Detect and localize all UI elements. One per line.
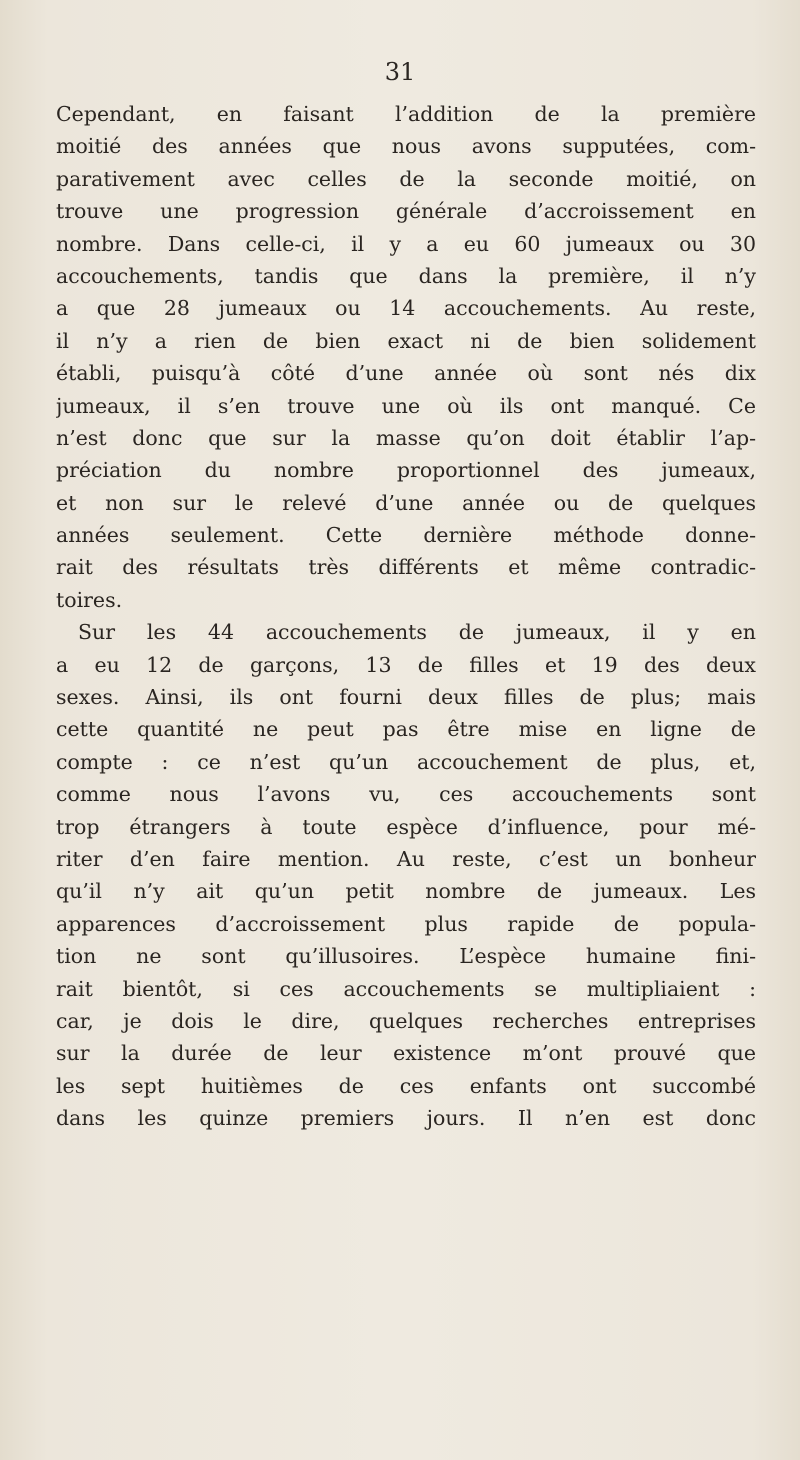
text-line: et non sur le relevé d’une année ou de quelques bbox=[56, 490, 756, 515]
text-line: accouchements, tandis que dans la première, il n’y bbox=[56, 263, 756, 288]
text-line: nombre. Dans celle-ci, il y a eu 60 jumeaux ou 30 bbox=[56, 231, 756, 256]
text-line: a eu 12 de garçons, 13 de filles et 19 des deux bbox=[56, 652, 756, 677]
text-line: comme nous l’avons vu, ces accouchements sont bbox=[56, 782, 756, 807]
text-line: car, je dois le dire, quelques recherches entreprises bbox=[56, 1008, 756, 1033]
text-line: les sept huitièmes de ces enfants ont succombé bbox=[56, 1073, 756, 1098]
text-line: préciation du nombre proportionnel des jumeaux, bbox=[56, 458, 756, 483]
text-line: toires. bbox=[56, 587, 123, 612]
body-text bbox=[56, 98, 756, 1135]
text-line: tion ne sont qu’illusoires. L’espèce humaine fini- bbox=[56, 944, 756, 969]
text-line: compte : ce n’est qu’un accouchement de plus, et, bbox=[56, 749, 756, 774]
text-line: qu’il n’y ait qu’un petit nombre de jumeaux. Les bbox=[56, 879, 756, 904]
text-line: établi, puisqu’à côté d’une année où sont nés dix bbox=[56, 361, 756, 386]
text-line: jumeaux, il s’en trouve une où ils ont manqué. Ce bbox=[56, 393, 756, 418]
text-line: rait des résultats très différents et même contradic- bbox=[56, 555, 756, 580]
text-line: riter d’en faire mention. Au reste, c’est un bonheur bbox=[56, 846, 756, 871]
text-line: trop étrangers à toute espèce d’influence, pour mé- bbox=[56, 814, 756, 839]
text-line: cette quantité ne peut pas être mise en ligne de bbox=[56, 717, 756, 742]
text-line: n’est donc que sur la masse qu’on doit établir l’ap- bbox=[56, 425, 756, 450]
text-line: rait bientôt, si ces accouchements se multipliaient : bbox=[56, 976, 756, 1001]
text-line: trouve une progression générale d’accroissement en bbox=[56, 199, 756, 224]
text-line: sexes. Ainsi, ils ont fourni deux filles de plus; mais bbox=[56, 685, 756, 710]
text-line: sur la durée de leur existence m’ont prouvé que bbox=[56, 1041, 756, 1066]
text-line: moitié des années que nous avons supputées, com- bbox=[56, 134, 756, 159]
page-number: 31 bbox=[384, 58, 416, 86]
text-line: années seulement. Cette dernière méthode donne- bbox=[56, 523, 756, 548]
text-line: il n’y a rien de bien exact ni de bien solidement bbox=[56, 328, 756, 353]
text-line: dans les quinze premiers jours. Il n’en est donc bbox=[56, 1106, 756, 1131]
text-line: a que 28 jumeaux ou 14 accouchements. Au reste, bbox=[56, 296, 756, 321]
text-line: Cependant, en faisant l’addition de la première bbox=[56, 102, 756, 126]
text-line: Sur les 44 accouchements de jumeaux, il y en bbox=[78, 620, 756, 645]
text-line: apparences d’accroissement plus rapide de popula- bbox=[56, 911, 756, 936]
text-line: parativement avec celles de la seconde moitié, on bbox=[56, 166, 756, 191]
